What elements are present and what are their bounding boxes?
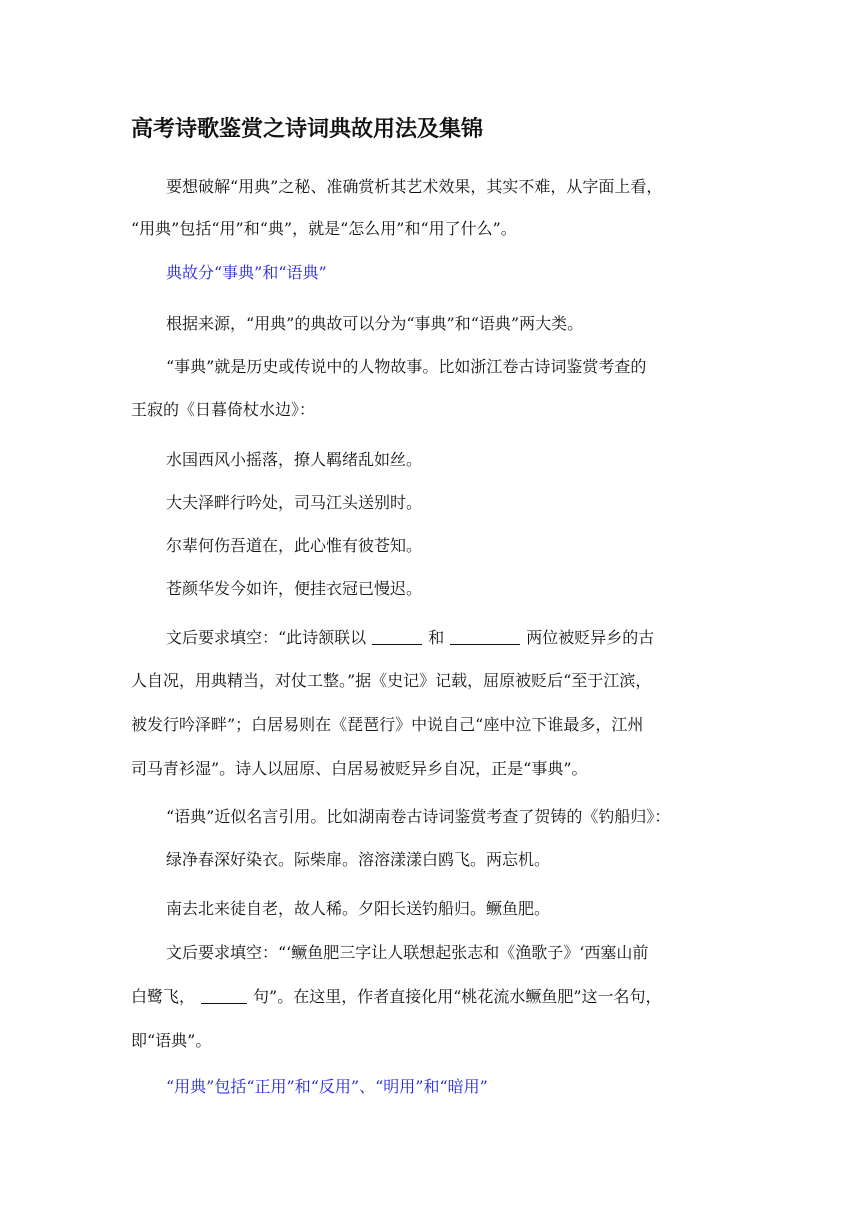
paragraph-line: 王寂的《日暮倚杖水边》： bbox=[131, 400, 316, 419]
paragraph-text: 句”。在这里，作者直接化用“桃花流水鳜鱼肥”这一名句， bbox=[253, 987, 662, 1006]
fill-blank bbox=[201, 987, 247, 1004]
paragraph-text: 文后要求填空：“此诗颔联以 bbox=[166, 628, 367, 647]
section-heading: 典故分“事典”和“语典” bbox=[166, 263, 327, 282]
fill-blank bbox=[450, 628, 520, 645]
paragraph-line: 文后要求填空：“‘鳜鱼肥三字让人联想起张志和《渔歌子》‘西塞山前 bbox=[166, 943, 649, 962]
section-heading: “用典”包括“正用”和“反用”、“明用”和“暗用” bbox=[166, 1077, 488, 1096]
paragraph-line: “事典”就是历史或传说中的人物故事。比如浙江卷古诗词鉴赏考查的 bbox=[166, 357, 647, 376]
paragraph-text: 和 bbox=[428, 628, 445, 647]
fill-blank bbox=[372, 628, 422, 645]
page-title: 高考诗歌鉴赏之诗词典故用法及集锦 bbox=[131, 116, 484, 142]
paragraph-text: 两位被贬异乡的古 bbox=[526, 628, 655, 647]
poem-line: 尔辈何伤吾道在，此心惟有彼苍知。 bbox=[166, 536, 423, 555]
paragraph-line: 根据来源，“用典”的典故可以分为“事典”和“语典”两大类。 bbox=[166, 314, 584, 333]
paragraph-line bbox=[131, 986, 741, 1008]
paragraph-line: “语典”近似名言引用。比如湖南卷古诗词鉴赏考查了贺铸的《钓船归》： bbox=[166, 807, 671, 826]
paragraph-line bbox=[166, 627, 741, 649]
paragraph-line: “用典”包括“用”和“典”，就是“怎么用”和“用了什么”。 bbox=[131, 219, 517, 238]
paragraph-line: 要想破解“用典”之秘、准确赏析其艺术效果，其实不难，从字面上看， bbox=[166, 177, 663, 196]
poem-line: 水国西风小摇落，撩人羁绪乱如丝。 bbox=[166, 450, 423, 469]
poem-line: 苍颜华发今如许，便挂衣冠已慢迟。 bbox=[166, 579, 423, 598]
paragraph-line: 人自况，用典精当，对仗工整。”据《史记》记载，屈原被贬后“至于江滨， bbox=[131, 671, 652, 690]
poem-line: 大夫泽畔行吟处，司马江头送别时。 bbox=[166, 493, 423, 512]
poem-line: 绿净春深好染衣。际柴扉。溶溶漾漾白鸥飞。两忘机。 bbox=[166, 850, 551, 869]
paragraph-line: 即“语典”。 bbox=[131, 1031, 212, 1050]
paragraph-line: 司马青衫湿”。诗人以屈原、白居易被贬异乡自况，正是“事典”。 bbox=[131, 759, 588, 778]
poem-line: 南去北来徒自老，故人稀。夕阳长送钓船归。鳜鱼肥。 bbox=[166, 899, 551, 918]
paragraph-line: 被发行吟泽畔”；白居易则在《琵琶行》中说自己“座中泣下谁最多，江州 bbox=[131, 715, 644, 734]
paragraph-text: 白鹭飞， bbox=[131, 987, 196, 1006]
